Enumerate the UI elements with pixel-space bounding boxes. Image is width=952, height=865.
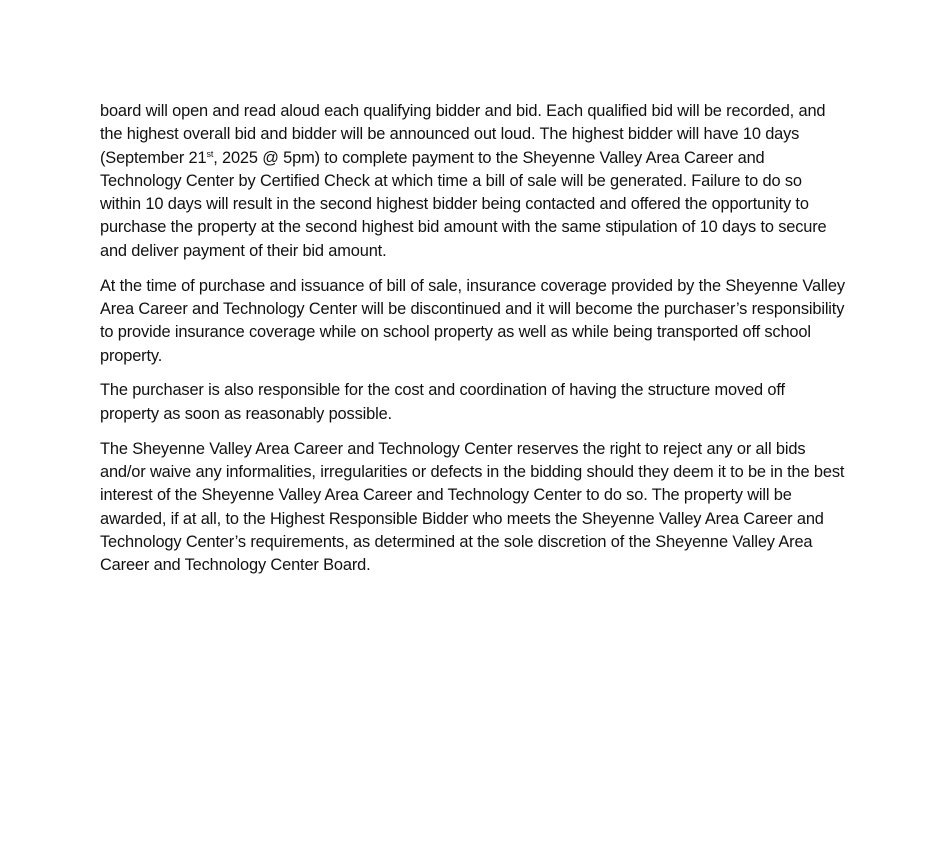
paragraph-reservation-of-rights: The Sheyenne Valley Area Career and Technology Center reserves the right to reject any or all bids and/or waive any informalities, irregularities or defects in the bidding should they deem it to be in the best interest of the Sheyenne Valley Area Career and Technology Center to do so. The property will be awarded, if at all, to the Highest Responsible Bidder who meets the Sheyenne Valley Area Career and Technology Center’s requirements, as determined at the sole discretion of the Sheyenne Valley Area Career and Technology Center Board.	[100, 439, 845, 575]
paragraph-bid-opening-text: board will open and read aloud each qualifying bidder and bid. Each qualified bid will be recorded, and the highest overall bid and bidder will be announced out loud. The highest bidder will have 10 days (September 21	[100, 102, 826, 167]
document-body	[100, 100, 845, 589]
paragraph-moving-responsibility: The purchaser is also responsible for the cost and coordination of having the structure moved off property as soon as reasonably possible.	[100, 381, 785, 423]
paragraph-bid-opening	[100, 100, 845, 263]
paragraph-insurance: At the time of purchase and issuance of bill of sale, insurance coverage provided by the Sheyenne Valley Area Career and Technology Center will be discontinued and it will become the purchaser’s responsibility to provide insurance coverage while on school property as well as while being transported off school property.	[100, 276, 845, 365]
ordinal-suffix: st	[206, 148, 214, 159]
paragraph-bid-opening-text-cont: , 2025 @ 5pm) to complete payment to the Sheyenne Valley Area Career and Technology Center by Certified Check at which time a bill of sale will be generated. Failure to do so within 10 days will result in the second highest bidder being contacted and offered the opportunity to purchase the property at the second highest bid amount with the same stipulation of 10 days to secure and deliver payment of their bid amount.	[100, 148, 827, 260]
